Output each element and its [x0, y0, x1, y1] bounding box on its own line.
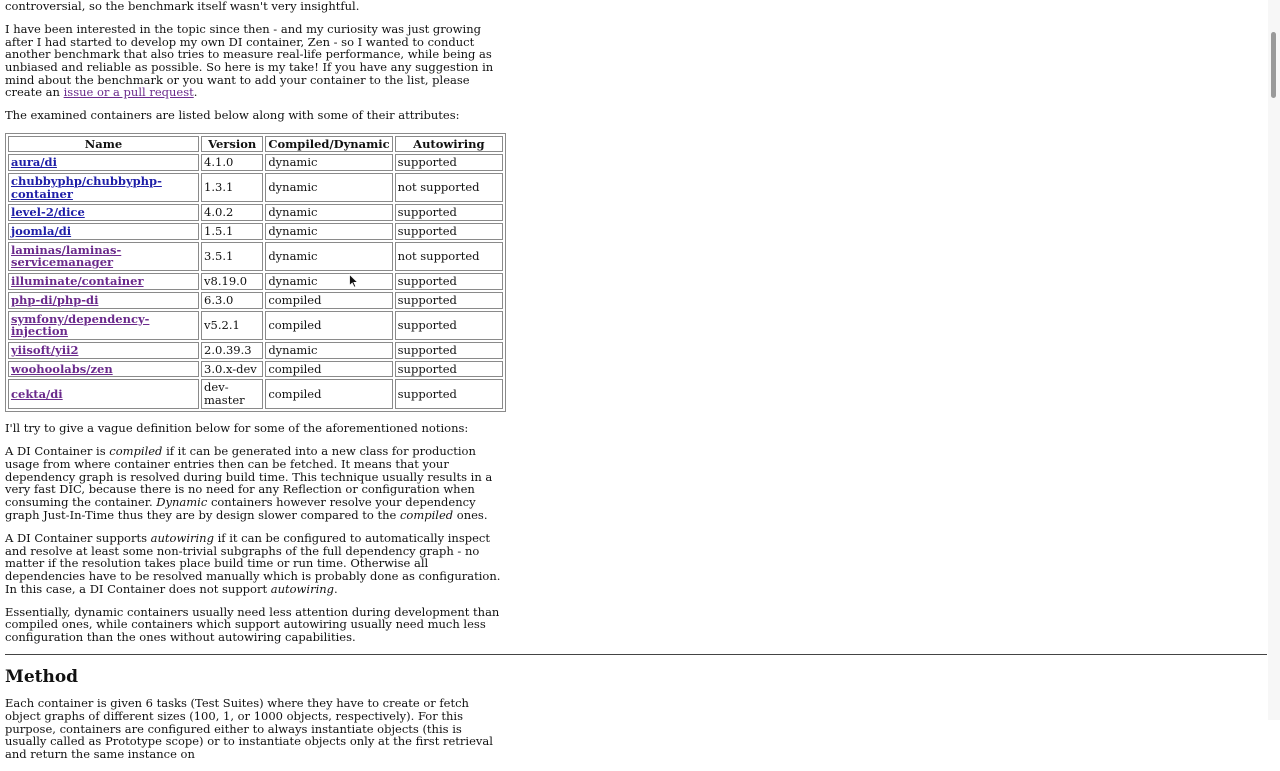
cell-mode: dynamic: [265, 204, 392, 221]
method-paragraph: Each container is given 6 tasks (Test Suites) where they have to create or fetch object graphs of different sizes (100, 1, or 1000 objects, respectively). For this purpose, containers are configured either to always instantiate objects (this is usually called as Prototype scope) or to instantiate objects only at the first retrieval and return the same instance on: [5, 696, 493, 762]
table-row: [8, 223, 503, 240]
cell-name: [8, 342, 199, 359]
cell-name: [8, 173, 199, 202]
table-row: [8, 273, 503, 290]
table-row: [8, 361, 503, 378]
scrollbar-thumb[interactable]: [1271, 32, 1276, 98]
text: if it can be generated into a new class for production usage from where container entries then can be fetched. It means that your dependency graph is resolved during build time. This technique usually results in a very fast DIC, because there is no need for any Reflection or configuration when consuming the container.: [5, 444, 493, 510]
cell-name: [8, 292, 199, 309]
term-compiled: compiled: [109, 444, 163, 459]
term-autowiring: autowiring: [150, 530, 214, 545]
container-link[interactable]: chubbyphp/chubbyphp-container: [11, 173, 162, 201]
text: A DI Container is: [5, 444, 106, 459]
period: .: [193, 85, 198, 100]
cell-autowiring: supported: [395, 223, 503, 240]
method-heading: Method: [5, 667, 79, 688]
intro-paragraph-2: [5, 23, 505, 99]
cell-name: [8, 361, 199, 378]
header-version: Version: [201, 136, 263, 153]
intro-text-2: I have been interested in the topic since then - and my curiosity was just growing after I had started to develop my own DI container, Zen - so I wanted to conduct another benchmark that also tries to measure real-life performance, while being as unbiased and reliable as possible. So here is my take! If you have any suggestion in mind about the benchmark or you want to add your container to the list, please create an: [5, 21, 494, 100]
text: ones.: [456, 507, 488, 522]
container-link[interactable]: laminas/laminas-servicemanager: [11, 242, 122, 270]
cell-version: 3.5.1: [201, 242, 263, 271]
container-link[interactable]: php-di/php-di: [11, 292, 99, 307]
container-link[interactable]: joomla/di: [11, 224, 72, 239]
cell-mode: dynamic: [265, 223, 392, 240]
cell-mode: dynamic: [265, 173, 392, 202]
cell-name: [8, 311, 199, 340]
cell-autowiring: supported: [395, 342, 503, 359]
intro-paragraph-1: [5, 0, 505, 12]
essentially-paragraph: Essentially, dynamic containers usually need less attention during development than compiled ones, while containers which support autowiring usually need much less configuration than the ones without autowiring capabilities.: [5, 604, 500, 645]
table-row: [8, 242, 503, 271]
cell-autowiring: supported: [395, 273, 503, 290]
table-header-row: [8, 136, 503, 153]
cell-mode: dynamic: [265, 273, 392, 290]
container-link[interactable]: symfony/dependency-injection: [11, 311, 150, 339]
text: if it can be configured to automatically inspect and resolve at least some non-trivial subgraphs of the full dependency graph - no matter if the resolution takes place build time or run time. Otherwise all dependencies have to be resolved manually which is probably done as configuration. In this case, a DI Container does not support: [5, 530, 501, 596]
cell-mode: compiled: [265, 292, 392, 309]
cell-version: 6.3.0: [201, 292, 263, 309]
table-row: [8, 154, 503, 171]
container-link[interactable]: aura/di: [11, 155, 57, 170]
cell-mode: compiled: [265, 311, 392, 340]
text: containers however resolve your dependency graph Just-In-Time thus they are by design slower compared to the: [5, 495, 476, 522]
section-divider: [5, 654, 1267, 655]
header-name: Name: [8, 136, 199, 153]
issue-or-pull-request-link[interactable]: issue or a pull request: [63, 85, 194, 100]
cell-mode: compiled: [265, 379, 392, 408]
cell-name: [8, 379, 199, 408]
container-link[interactable]: cekta/di: [11, 386, 63, 401]
cell-autowiring: supported: [395, 204, 503, 221]
notions-lead: I'll try to give a vague definition below for some of the aforementioned notions:: [5, 421, 469, 436]
table-row: [8, 292, 503, 309]
cell-autowiring: supported: [395, 311, 503, 340]
cell-autowiring: supported: [395, 361, 503, 378]
term-compiled: compiled: [399, 507, 454, 522]
cell-version: v5.2.1: [201, 311, 263, 340]
table-row: [8, 379, 503, 408]
article-column: [5, 0, 505, 644]
cell-version: 3.0.x-dev: [201, 361, 263, 378]
table-row: [8, 311, 503, 340]
cell-autowiring: not supported: [395, 242, 503, 271]
method-column: [5, 697, 505, 761]
cell-autowiring: not supported: [395, 173, 503, 202]
table-row: [8, 204, 503, 221]
page-content: [5, 0, 1267, 771]
compiled-definition: [5, 445, 505, 521]
cell-mode: dynamic: [265, 242, 392, 271]
term-autowiring: autowiring: [270, 581, 335, 596]
cell-name: [8, 204, 199, 221]
container-link[interactable]: yiisoft/yii2: [11, 342, 79, 357]
cell-version: 1.5.1: [201, 223, 263, 240]
cell-autowiring: supported: [395, 154, 503, 171]
cell-version: 1.3.1: [201, 173, 263, 202]
cell-version: dev-master: [201, 379, 263, 408]
cell-version: v8.19.0: [201, 273, 263, 290]
table-row: [8, 342, 503, 359]
vertical-scrollbar[interactable]: [1268, 0, 1280, 720]
cell-version: 4.1.0: [201, 154, 263, 171]
intro-text-rest: controversial, so the benchmark itself wasn't very insightful.: [5, 0, 360, 13]
containers-table: [5, 133, 506, 412]
intro-paragraph-3: The examined containers are listed below along with some of their attributes:: [5, 108, 460, 123]
cell-autowiring: supported: [395, 292, 503, 309]
text: .: [334, 581, 338, 596]
text: A DI Container supports: [5, 530, 148, 545]
cell-name: [8, 223, 199, 240]
cell-mode: dynamic: [265, 154, 392, 171]
cell-mode: dynamic: [265, 342, 392, 359]
cell-name: [8, 273, 199, 290]
cell-mode: compiled: [265, 361, 392, 378]
autowiring-definition: [5, 532, 505, 596]
header-autowiring: Autowiring: [395, 136, 503, 153]
cell-autowiring: supported: [395, 379, 503, 408]
header-compiled-dynamic: Compiled/Dynamic: [265, 136, 392, 153]
container-link[interactable]: level-2/dice: [11, 205, 85, 220]
table-row: [8, 173, 503, 202]
mouse-cursor-icon: [349, 274, 359, 288]
cell-name: [8, 242, 199, 271]
term-dynamic: Dynamic: [156, 495, 208, 510]
cell-version: 2.0.39.3: [201, 342, 263, 359]
cell-version: 4.0.2: [201, 204, 263, 221]
container-link[interactable]: illuminate/container: [11, 274, 144, 289]
container-link[interactable]: woohoolabs/zen: [11, 361, 113, 376]
cell-name: [8, 154, 199, 171]
